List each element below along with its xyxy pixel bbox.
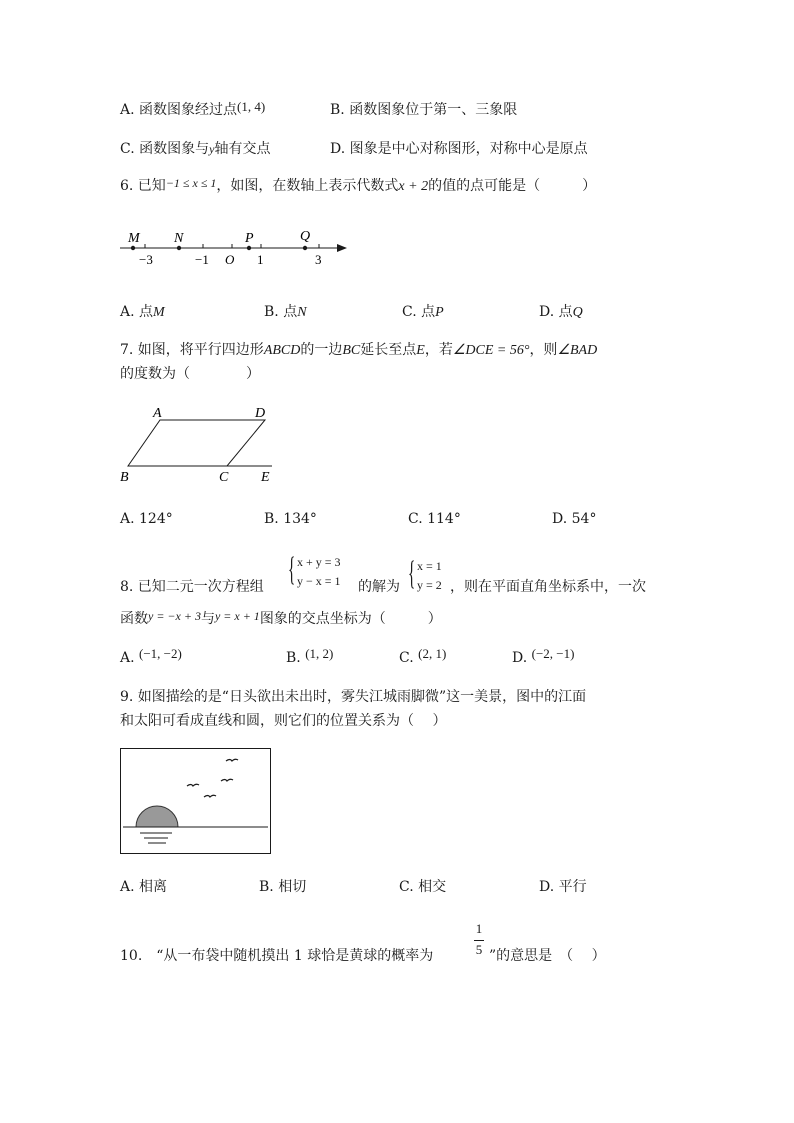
q9-stem-line2: 和太阳可看成直线和圆，则它们的位置关系为（ ）	[120, 713, 447, 729]
q8-line2-mid: 与	[200, 611, 215, 627]
vertex-b: B	[120, 470, 129, 485]
system2-eq1: x = 1	[417, 559, 442, 573]
q9-stem-line1: 9. 如图描绘的是“日头欲出未出时，雾失江城雨脚微”这一美景，图中的江面	[120, 689, 587, 705]
q8-option-a-math: (−1, −2)	[139, 646, 182, 661]
q7-option-d: D. 54°	[552, 511, 597, 527]
q8-option-b-label: B.	[286, 650, 301, 666]
q8-stem-post1: ，则在平面直角坐标系中，一次	[450, 579, 646, 595]
q7-given-angle: ∠DCE = 56°	[452, 343, 530, 358]
q5-option-c-pre: C. 函数图象与	[120, 141, 210, 157]
q9-option-c: C. 相交	[399, 879, 447, 895]
q7-stem-pre: 7. 如图，将平行四边形	[120, 342, 264, 358]
q7-side: BC	[342, 343, 361, 358]
q8-stem-mid1: 的解为	[358, 579, 400, 595]
parallelogram-figure	[115, 400, 285, 490]
q7-option-b: B. 134°	[264, 511, 317, 527]
q6-option-a-var: M	[153, 305, 165, 320]
tick-label-1: 1	[257, 252, 264, 267]
tick-label-origin: O	[225, 252, 235, 267]
vertex-e: E	[261, 470, 270, 485]
q8-stem-pre: 8. 已知二元一次方程组	[120, 579, 264, 595]
system1-eq2: y − x = 1	[297, 574, 341, 588]
q8-option-d	[512, 648, 574, 668]
q7-stem-mid2: 延长至点	[360, 342, 417, 358]
q6-option-d-text: D. 点	[539, 304, 573, 320]
point-q	[303, 246, 307, 250]
q6-condition: −1 ≤ x ≤ 1	[165, 176, 217, 190]
q6-option-d	[539, 302, 583, 323]
q10-stem-post: ”的意思是 （ ）	[489, 948, 606, 964]
label-n: N	[174, 231, 184, 246]
vertex-d: D	[255, 406, 266, 421]
q6-option-c-text: C. 点	[402, 304, 436, 320]
q5-option-a	[120, 100, 265, 120]
q8-stem-line2	[120, 609, 442, 629]
q7-shape: ABCD	[263, 343, 301, 358]
q8-function1: y = −x + 3	[148, 609, 201, 623]
q6-stem-mid: ，如图，在数轴上表示代数式	[216, 178, 399, 194]
q9-option-d: D. 平行	[539, 879, 587, 895]
q8-option-a	[120, 648, 182, 668]
q8-option-d-label: D.	[512, 650, 528, 666]
q6-stem	[120, 176, 596, 197]
system1-brace: {	[288, 551, 296, 588]
q10-stem-pre: 10. “从一布袋中随机摸出 1 球恰是黄球的概率为	[120, 948, 434, 964]
system1-eq1: x + y = 3	[297, 555, 341, 569]
q6-number: 6. 已知	[120, 178, 166, 194]
q7-asked-angle: ∠BAD	[557, 343, 598, 358]
q5-option-c-post: 轴有交点	[214, 141, 271, 157]
point-m	[131, 246, 135, 250]
parallelogram-abcd	[128, 420, 265, 466]
number-line-arrow	[337, 244, 347, 252]
q8-option-b-math: (1, 2)	[305, 646, 334, 661]
point-p	[247, 246, 251, 250]
system2-brace: {	[408, 555, 416, 592]
q8-line2-post: 图象的交点坐标为（ ）	[259, 611, 442, 627]
sunrise-figure	[120, 748, 272, 856]
q7-option-a: A. 124°	[120, 511, 173, 527]
q5-option-a-text: A. 函数图象经过点	[120, 102, 238, 118]
q6-option-d-var: Q	[572, 305, 583, 320]
q6-option-b-var: N	[297, 305, 307, 320]
q5-option-c	[120, 139, 270, 159]
q6-expression: x + 2	[398, 179, 429, 194]
q7-point: E	[416, 343, 425, 358]
q6-option-a	[120, 302, 165, 323]
q7-stem-mid1: 的一边	[300, 342, 343, 358]
q8-option-c-label: C.	[399, 650, 414, 666]
tick-label-3: 3	[315, 252, 322, 267]
tick-label-neg1: −1	[195, 252, 209, 267]
number-line-figure	[115, 220, 355, 270]
q6-option-c	[402, 302, 444, 323]
label-p: P	[245, 231, 254, 246]
q8-option-a-label: A.	[120, 650, 135, 666]
system2-eq2: y = 2	[417, 578, 442, 592]
figure-frame	[121, 749, 271, 854]
q6-option-c-var: P	[435, 305, 444, 320]
q6-option-b	[264, 302, 307, 323]
q7-stem-line1	[120, 340, 597, 361]
q7-stem-line2: 的度数为（ ）	[120, 366, 260, 382]
q9-option-b: B. 相切	[259, 879, 307, 895]
q6-option-a-text: A. 点	[120, 304, 154, 320]
q8-option-c	[399, 648, 446, 668]
vertex-a: A	[153, 406, 162, 421]
q7-stem-mid4: ，则	[529, 342, 558, 358]
tick-label-neg3: −3	[139, 252, 153, 267]
q5-option-b: B. 函数图象位于第一、三象限	[330, 102, 518, 118]
q6-stem-post: 的值的点可能是（ ）	[428, 178, 597, 194]
vertex-c: C	[219, 470, 229, 485]
q5-option-c-var: y	[209, 142, 215, 156]
q8-option-b	[286, 648, 333, 668]
point-n	[177, 246, 181, 250]
fraction-denominator: 5	[475, 942, 483, 957]
q8-option-d-math: (−2, −1)	[531, 646, 575, 661]
q6-option-b-text: B. 点	[264, 304, 298, 320]
label-m: M	[128, 231, 140, 246]
q5-option-d: D. 图象是中心对称图形，对称中心是原点	[330, 141, 588, 157]
q7-option-c: C. 114°	[408, 511, 461, 527]
fraction-bar	[474, 940, 484, 941]
q8-option-c-math: (2, 1)	[418, 646, 447, 661]
q5-option-a-point: (1, 4)	[237, 99, 266, 114]
fraction-numerator: 1	[475, 921, 483, 936]
q7-stem-mid3: ，若	[424, 342, 453, 358]
q9-option-a: A. 相离	[120, 879, 168, 895]
label-q: Q	[300, 229, 311, 244]
q8-function2: y = x + 1	[214, 609, 260, 623]
q8-line2-pre: 函数	[120, 611, 148, 627]
